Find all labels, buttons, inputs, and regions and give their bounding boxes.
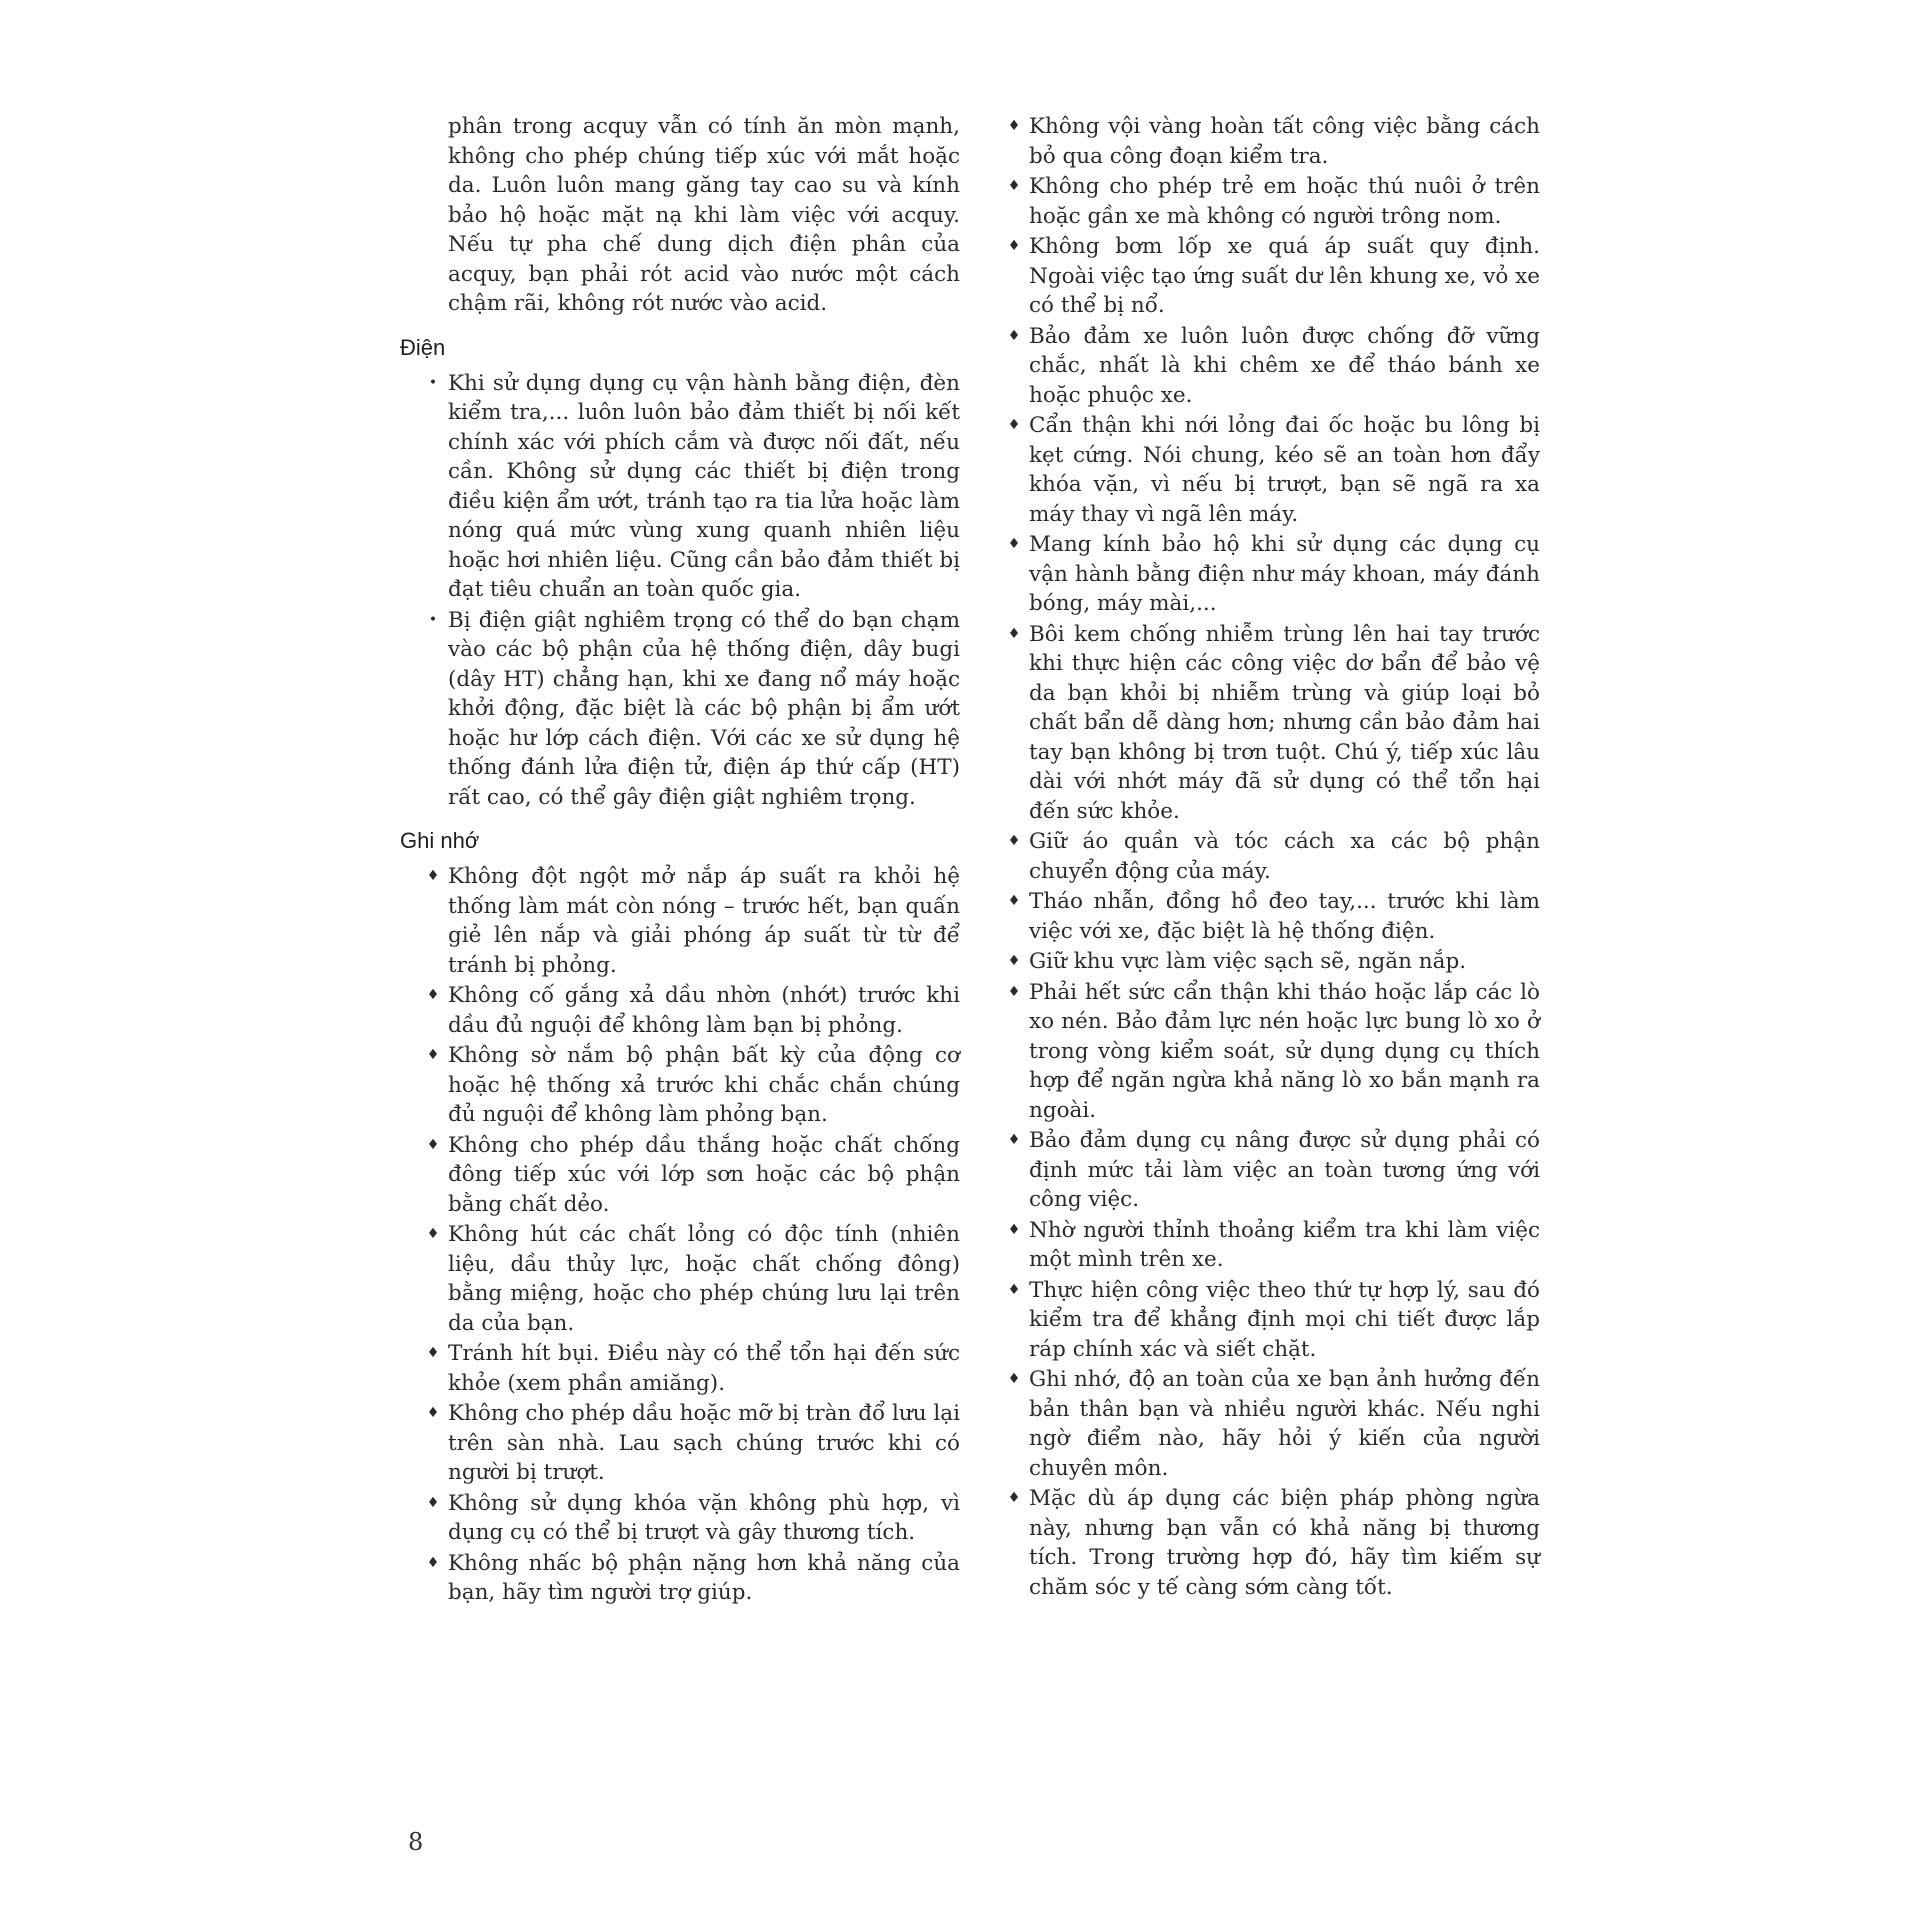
list-item: [400, 606, 960, 813]
list-item-text: Bảo đảm xe luôn luôn được chống đỡ vững chắc, nhất là khi chêm xe để tháo bánh xe hoặc phuộc xe.: [1029, 323, 1540, 408]
bullet-diamond-icon: ♦: [1007, 1371, 1021, 1387]
list-item: [1005, 112, 1540, 171]
list-item-text: Không cho phép trẻ em hoặc thú nuôi ở trên hoặc gần xe mà không có người trông nom.: [1029, 174, 1540, 229]
left-column: [400, 112, 960, 1609]
list-item-text: Cẩn thận khi nới lỏng đai ốc hoặc bu lông bị kẹt cứng. Nói chung, kéo sẽ an toàn hơn đẩy khóa vặn, vì nếu bị trượt, bạn sẽ ngã ra xa máy thay vì ngã lên máy.: [1029, 413, 1540, 527]
ghi-nho-list: [400, 862, 960, 1608]
list-item-text: Giữ khu vực làm việc sạch sẽ, ngăn nắp.: [1029, 949, 1467, 974]
bullet-diamond-icon: ♦: [1007, 238, 1021, 254]
bullet-dot-icon: •: [428, 611, 438, 628]
list-item-text: Ghi nhớ, độ an toàn của xe bạn ảnh hưởng đến bản thân bạn và nhiều người khác. Nếu nghi ngờ điểm nào, hãy hỏi ý kiến của người chuyên môn.: [1029, 1367, 1540, 1481]
list-item: [1005, 411, 1540, 529]
list-item-text: Không bơm lốp xe quá áp suất quy định. Ngoài việc tạo ứng suất dư lên khung xe, vỏ xe có thể bị nổ.: [1029, 234, 1540, 318]
bullet-diamond-icon: ♦: [1007, 983, 1021, 1000]
list-item-text: Không vội vàng hoàn tất công việc bằng cách bỏ qua công đoạn kiểm tra.: [1029, 114, 1540, 169]
bullet-diamond-icon: ♦: [426, 1047, 440, 1063]
list-item-text: Tránh hít bụi. Điều này có thể tổn hại đến sức khỏe (xem phần amiăng).: [448, 1341, 960, 1396]
bullet-diamond-icon: ♦: [1007, 178, 1021, 194]
list-item-text: Không đột ngột mở nắp áp suất ra khỏi hệ thống làm mát còn nóng – trước hết, bạn quấn giẻ lên nắp và giải phóng áp suất từ từ để tránh bị phỏng.: [448, 864, 960, 978]
list-item-text: Bôi kem chống nhiễm trùng lên hai tay trước khi thực hiện các công việc dơ bẩn để bảo vệ da bạn khỏi bị nhiễm trùng và giúp loại bỏ chất bẩn dễ dàng hơn; nhưng cần bảo đảm hai tay bạn không bị trơn tuột. Chú ý, tiếp xúc lâu dài với nhớt máy đã sử dụng có thể tổn hại đến sức khỏe.: [1029, 621, 1540, 824]
list-item: [1005, 1126, 1540, 1215]
list-item-text: Bảo đảm dụng cụ nâng được sử dụng phải có định mức tải làm việc an toàn tương ứng với công việc.: [1029, 1128, 1540, 1212]
list-item: [400, 1549, 960, 1608]
right-column: [1005, 112, 1540, 1603]
list-item-text: Không sử dụng khóa vặn không phù hợp, vì dụng cụ có thể bị trượt và gây thương tích.: [448, 1490, 960, 1545]
list-item: [1005, 530, 1540, 619]
bullet-diamond-icon: ♦: [1007, 893, 1021, 909]
bullet-diamond-icon: ♦: [1007, 1281, 1021, 1298]
list-item: [400, 862, 960, 980]
bullet-diamond-icon: ♦: [1007, 1132, 1021, 1148]
bullet-diamond-icon: ♦: [1007, 625, 1021, 642]
bullet-diamond-icon: ♦: [426, 1494, 440, 1511]
list-item-text: Mặc dù áp dụng các biện pháp phòng ngừa này, nhưng bạn vẫn có khả năng bị thương tích. Trong trường hợp đó, hãy tìm kiếm sự chăm sóc y tế càng sớm càng tốt.: [1029, 1486, 1540, 1600]
list-item: [1005, 1365, 1540, 1483]
list-item-text: Phải hết sức cẩn thận khi tháo hoặc lắp các lò xo nén. Bảo đảm lực nén hoặc lực bung lò xo ở trong vòng kiểm soát, sử dụng dụng cụ thích hợp để ngăn ngừa khả năng lò xo bắn mạnh ra ngoài.: [1029, 979, 1540, 1123]
dien-list: [400, 369, 960, 813]
list-item: [400, 1131, 960, 1220]
bullet-diamond-icon: ♦: [426, 868, 440, 884]
list-item-text: Không cho phép dầu thắng hoặc chất chống đông tiếp xúc với lớp sơn hoặc các bộ phận bằng chất dẻo.: [448, 1132, 960, 1217]
bullet-diamond-icon: ♦: [426, 1345, 440, 1361]
safety-rules-list: [1005, 112, 1540, 1602]
bullet-diamond-icon: ♦: [1007, 327, 1021, 344]
list-item: [400, 1339, 960, 1398]
bullet-dot-icon: •: [428, 374, 438, 391]
bullet-diamond-icon: ♦: [426, 1554, 440, 1571]
list-item-text: Bị điện giật nghiêm trọng có thể do bạn chạm vào các bộ phận của hệ thống điện, dây bugi (dây HT) chẳng hạn, khi xe đang nổ máy hoặc khởi động, đặc biệt là các bộ phận bị ẩm ướt hoặc hư lớp cách điện. Với các xe sử dụng hệ thống đánh lửa điện tử, điện áp thứ cấp (HT) rất cao, có thể gây điện giật nghiêm trọng.: [448, 607, 960, 810]
bullet-diamond-icon: ♦: [426, 1136, 440, 1153]
list-item-text: Không cho phép dầu hoặc mỡ bị tràn đổ lưu lại trên sàn nhà. Lau sạch chúng trước khi có người bị trượt.: [448, 1401, 960, 1485]
list-item-text: Nhờ người thỉnh thoảng kiểm tra khi làm việc một mình trên xe.: [1029, 1217, 1540, 1272]
list-item-text: Không sờ nắm bộ phận bất kỳ của động cơ hoặc hệ thống xả trước khi chắc chắn chúng đủ nguội để không làm phỏng bạn.: [448, 1043, 960, 1127]
list-item: [400, 981, 960, 1040]
list-item-text: Mang kính bảo hộ khi sử dụng các dụng cụ vận hành bằng điện như máy khoan, máy đánh bóng, máy mài,...: [1029, 532, 1540, 616]
list-item-text: Khi sử dụng dụng cụ vận hành bằng điện, đèn kiểm tra,... luôn luôn bảo đảm thiết bị nối kết chính xác với phích cắm và được nối đất, nếu cần. Không sử dụng các thiết bị điện trong điều kiện ẩm ướt, tránh tạo ra tia lửa hoặc làm nóng quá mức vùng xung quanh nhiên liệu hoặc hơi nhiên liệu. Cũng cần bảo đảm thiết bị đạt tiêu chuẩn an toàn quốc gia.: [448, 370, 960, 602]
list-item: [400, 1399, 960, 1488]
bullet-diamond-icon: ♦: [1007, 536, 1021, 552]
list-item-text: Không nhấc bộ phận nặng hơn khả năng của bạn, hãy tìm người trợ giúp.: [448, 1550, 960, 1605]
list-item-text: Không cố gắng xả dầu nhờn (nhớt) trước khi dầu đủ nguội để không làm bạn bị phỏng.: [448, 983, 960, 1038]
list-item: [1005, 1216, 1540, 1275]
list-item-text: Giữ áo quần và tóc cách xa các bộ phận chuyển động của máy.: [1029, 829, 1540, 884]
bullet-diamond-icon: ♦: [426, 1226, 440, 1242]
bullet-diamond-icon: ♦: [1007, 118, 1021, 134]
bullet-diamond-icon: ♦: [426, 1405, 440, 1421]
bullet-diamond-icon: ♦: [1007, 953, 1021, 969]
list-item: [1005, 232, 1540, 321]
list-item: [1005, 620, 1540, 827]
bullet-diamond-icon: ♦: [1007, 1221, 1021, 1238]
list-item-text: Không hút các chất lỏng có độc tính (nhiên liệu, dầu thủy lực, hoặc chất chống đông) bằng miệng, hoặc cho phép chúng lưu lại trên da của bạn.: [448, 1222, 960, 1336]
list-item-text: Thực hiện công việc theo thứ tự hợp lý, sau đó kiểm tra để khẳng định mọi chi tiết được lắp ráp chính xác và siết chặt.: [1029, 1277, 1540, 1362]
section-heading-ghi-nho: Ghi nhớ: [400, 828, 480, 853]
page-number: 8: [408, 1828, 424, 1856]
list-item: [1005, 827, 1540, 886]
bullet-diamond-icon: ♦: [426, 987, 440, 1003]
list-item: [1005, 1276, 1540, 1365]
section-heading-dien: Điện: [400, 334, 446, 360]
list-item: [1005, 172, 1540, 231]
list-item: [1005, 1484, 1540, 1602]
list-item: [400, 1220, 960, 1338]
list-item: [1005, 947, 1540, 977]
bullet-diamond-icon: ♦: [1007, 417, 1021, 433]
list-item: [400, 1489, 960, 1548]
bullet-diamond-icon: ♦: [1007, 833, 1021, 849]
list-item: [400, 1041, 960, 1130]
intro-paragraph: phân trong acquy vẫn có tính ăn mòn mạnh, không cho phép chúng tiếp xúc với mắt hoặc da. Luôn luôn mang găng tay cao su và kính bảo hộ hoặc mặt nạ khi làm việc với acquy. Nếu tự pha chế dung dịch điện phân của acquy, bạn phải rót acid vào nước một cách chậm rãi, không rót nước vào acid.: [448, 114, 960, 316]
bullet-diamond-icon: ♦: [1007, 1490, 1021, 1506]
list-item-text: Tháo nhẫn, đồng hồ đeo tay,... trước khi làm việc với xe, đặc biệt là hệ thống điện.: [1029, 889, 1540, 944]
list-item: [1005, 322, 1540, 411]
list-item: [1005, 887, 1540, 946]
list-item: [400, 369, 960, 605]
list-item: [1005, 978, 1540, 1126]
